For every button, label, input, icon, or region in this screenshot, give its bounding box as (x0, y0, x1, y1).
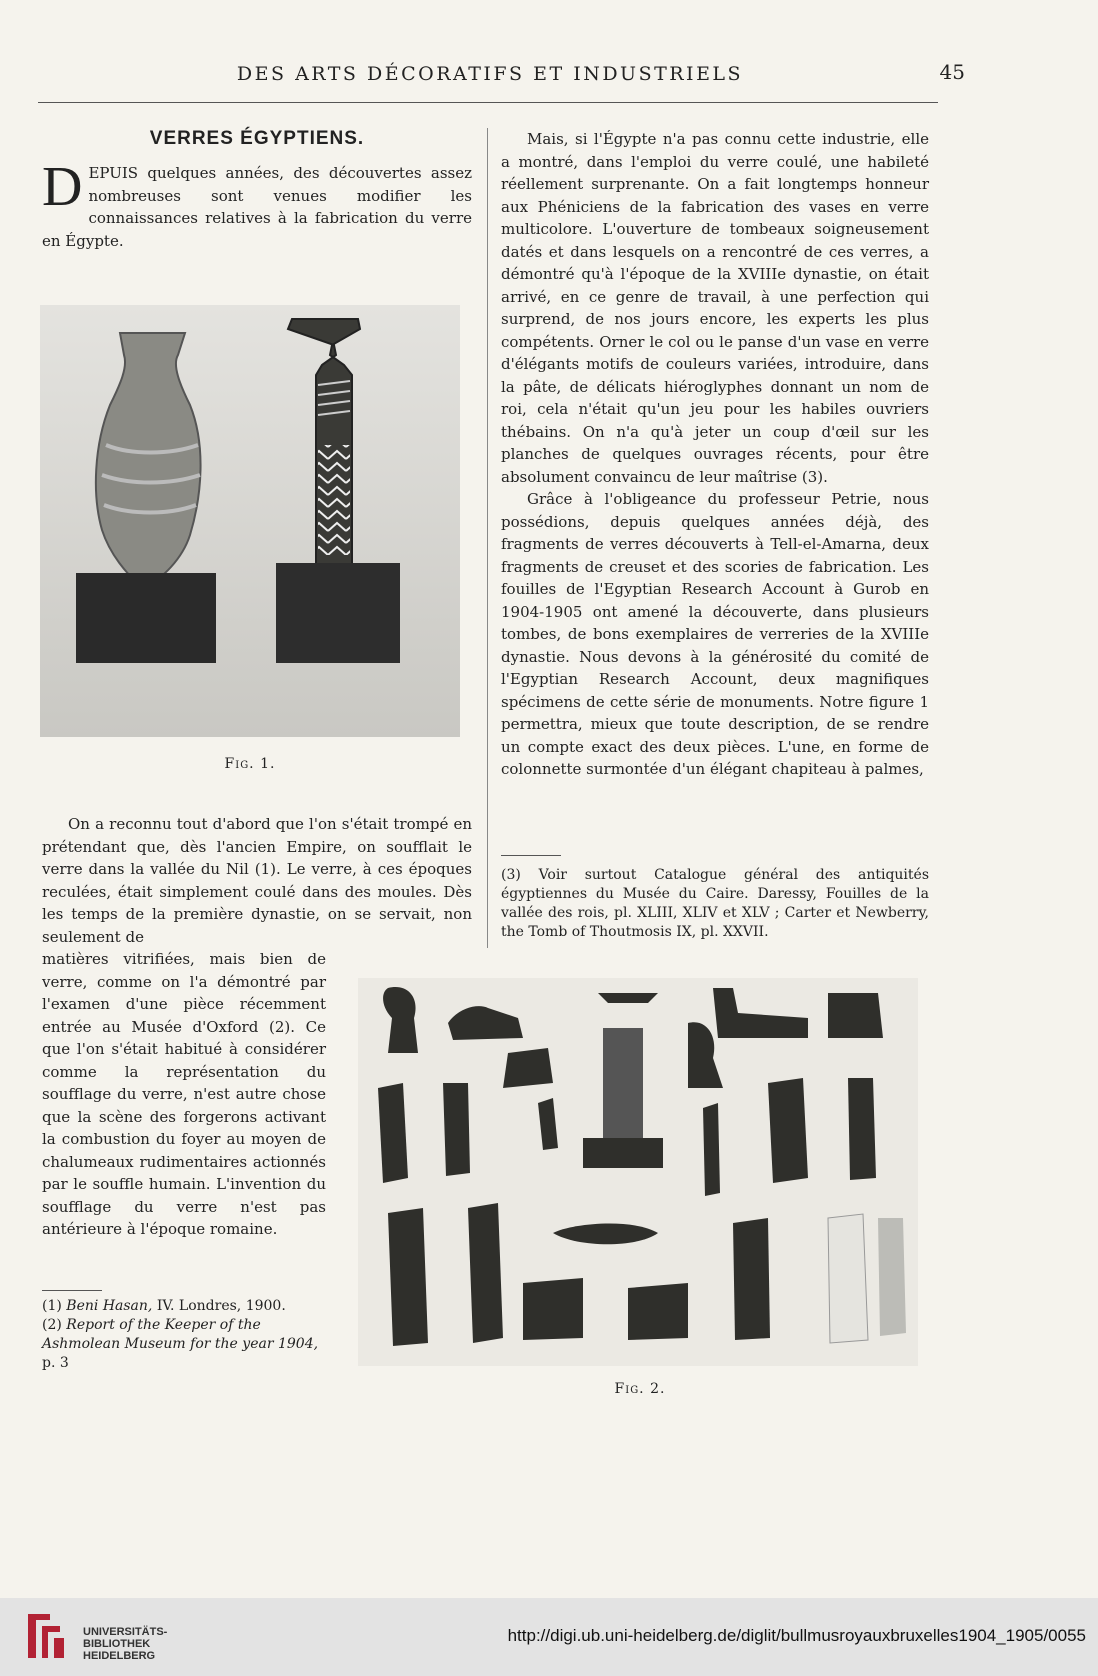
library-name-line-3: HEIDELBERG (83, 1650, 156, 1662)
document-url-link[interactable]: http://digi.ub.uni-heidelberg.de/diglit/bullmusroyauxbruxelles1904_1905/0055 (507, 1626, 1086, 1645)
left-column (42, 128, 472, 252)
footnote-3: (3) Voir surtout Catalogue général des antiquités égyptiennes du Musée du Caire. Daressy, Fouilles de la vallée des rois, pl. XLIII, XLIV et XLV ; Carter et Newberry, the Tomb of Thoutmosis IX, pl. XXVII. (501, 867, 929, 940)
right-paragraph-1: Mais, si l'Égypte n'a pas connu cette industrie, elle a montré, dans l'emploi du verre coulé, une habileté réellement surprenante. On a fait longtemps honneur aux Phéniciens de la fabrication des vases en verre multicolore. L'ouverture de tombeaux soigneusement datés et dans lesquels on a rencontré de ces verres, a démontré qu'à l'époque de la XVIIIe dynastie, on était arrivé, en ce genre de travail, à une perfection qui surprend, de nos jours encore, les experts les plus compétents. Orner le col ou le panse d'un vase en verre d'élégants motifs de couleurs variées, introduire, dans la pâte, de délicats hiéroglyphes donnant un nom de roi, cela n'était qu'un jeu pour les habiles ouvriers thébains. On n'a qu'à jeter un coup d'œil sur les planches de quelques ouvrages récents, pour être absolument convaincu de leur maîtrise (3). (501, 130, 929, 486)
section-title: VERRES ÉGYPTIENS. (149, 128, 365, 149)
header-title: DES ARTS DÉCORATIFS ET INDUSTRIELS (236, 63, 744, 85)
footnote-rule-right (501, 855, 561, 856)
column-separator (487, 128, 488, 948)
left-footnotes (42, 1290, 332, 1373)
footnote-rule (42, 1290, 102, 1291)
footnote-1-number: (1) (42, 1298, 62, 1314)
paragraph-full-width: On a reconnu tout d'abord que l'on s'était trompé en prétendant que, dès l'ancien Empire, on soufflait le verre dans la vallée du Nil (1). Le verre, à ces époques reculées, était simplement coulé dans des moules. Dès les temps de la première dynastie, on se servait, non seulement de (42, 815, 472, 946)
header-rule (38, 102, 938, 103)
library-name (83, 1626, 167, 1662)
right-paragraph-2: Grâce à l'obligeance du professeur Petrie, nous possédions, depuis quelques années déjà, des fragments de verres découverts à Tell-el-Amarna, deux fragments de creuset et des scories de fabrication. Les fouilles de l'Egyptian Research Account à Gurob en 1904-1905 ont amené la découverte, dans plusieurs tombes, de bons exemplaires de verreries de la XVIIIe dynastie. Nous devons à la générosité du comité de l'Egyptian Research Account, deux magnifiques spécimens de cette série de monuments. Notre figure 1 permettra, mieux que toute description, de se rendre un compte exact des deux pièces. L'une, en forme de colonnette surmontée d'un élégant chapiteau à palmes, (501, 490, 929, 778)
glass-vases-photo-icon (40, 305, 460, 737)
figure-1-caption: Fig. 1. (224, 756, 276, 772)
running-header (40, 60, 965, 100)
library-name-line-1: UNIVERSITÄTS- (83, 1626, 168, 1638)
intro-text: EPUIS quelques années, des découvertes assez nombreuses sont venues modifier les connaissances relatives à la fabrication du verre en Égypte. (42, 164, 472, 250)
right-footnotes (501, 855, 929, 942)
footnote-1-title: Beni Hasan, (66, 1298, 153, 1314)
library-footer-bar (0, 1598, 1098, 1676)
intro-paragraph (42, 156, 472, 252)
library-name-line-2: BIBLIOTHEK (83, 1638, 151, 1650)
figure-1-glass-vases (40, 305, 460, 737)
footnote-2-rest: p. 3 (42, 1355, 69, 1371)
page-number: 45 (939, 60, 965, 84)
right-column (501, 128, 929, 781)
footnote-2-number: (2) (42, 1317, 62, 1333)
footnote-1 (42, 1297, 332, 1316)
paragraph-narrow: matières vitrifiées, mais bien de verre, comme on l'a démontré par l'examen d'une pièce récemment entrée au Musée d'Oxford (2). Ce que l'on s'était habitué à considérer comme la représentation du soufflage du verre, n'est autre chose que la scène des forgerons activant la combustion du foyer au moyen de chalumeaux rudimentaires actionnés par le souffle humain. L'invention du soufflage du verre n'est pas antérieure à l'époque romaine. (42, 950, 326, 1238)
footnote-2-title: Report of the Keeper of the Ashmolean Museum for the year 1904, (42, 1317, 319, 1352)
heidelberg-logo-icon (20, 1608, 70, 1664)
amulets-photo-icon (358, 978, 918, 1366)
figure-2-amulets (358, 978, 918, 1366)
footnote-2 (42, 1316, 332, 1373)
drop-cap: D (42, 156, 83, 218)
figure-2-caption: Fig. 2. (614, 1381, 666, 1397)
footnote-1-rest: IV. Londres, 1900. (156, 1298, 286, 1314)
library-logo[interactable] (20, 1608, 168, 1664)
